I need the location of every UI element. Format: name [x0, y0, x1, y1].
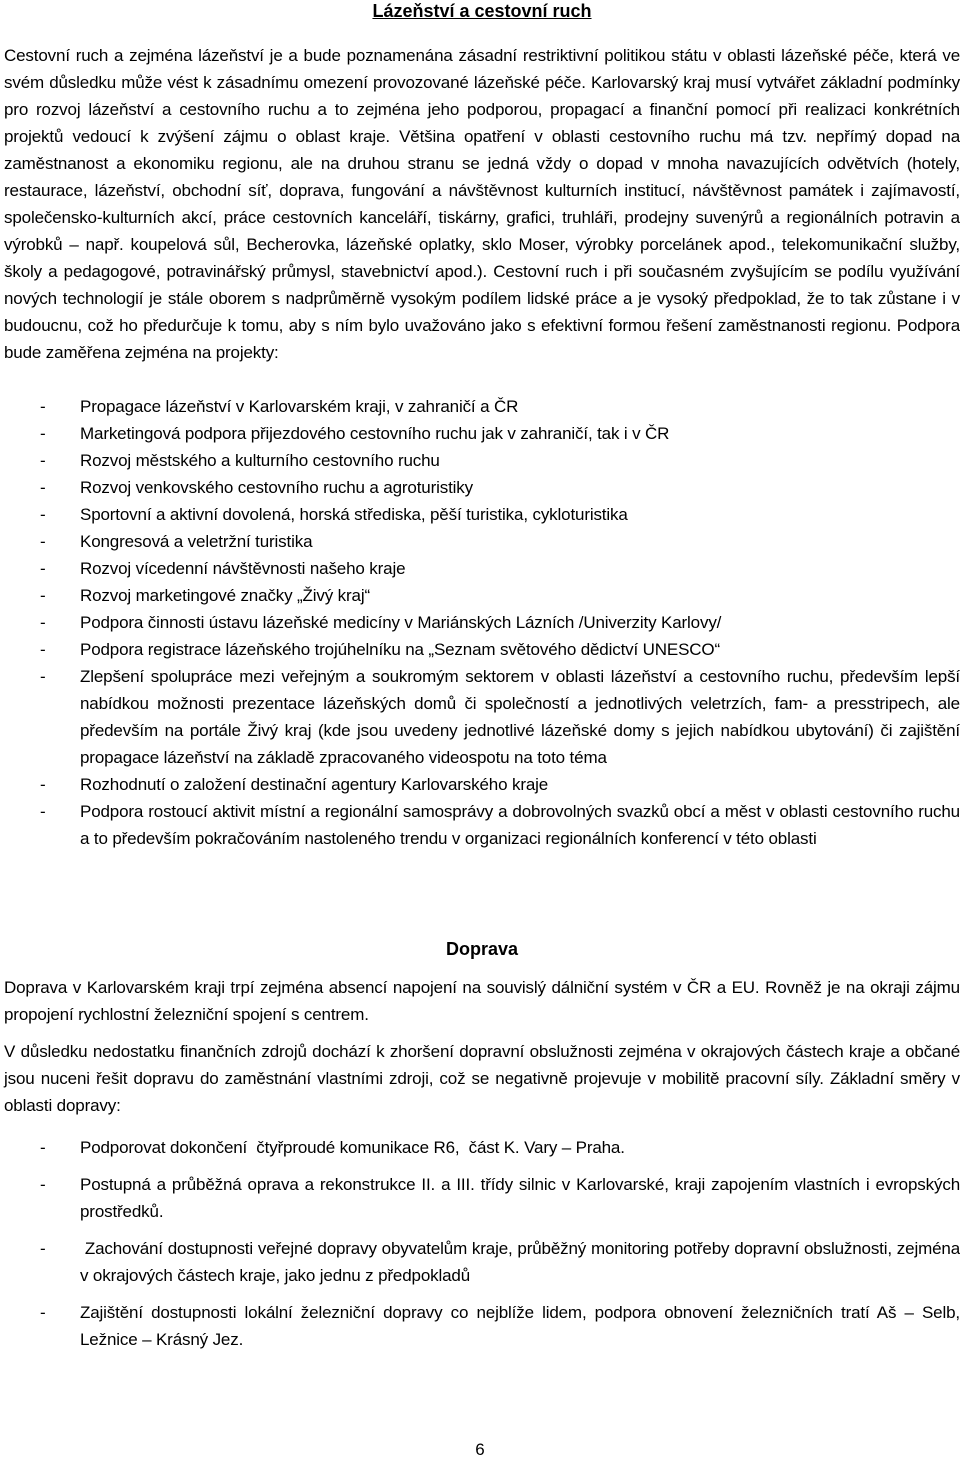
- bullet: -: [40, 640, 46, 659]
- list-item: - Propagace lázeňství v Karlovarském kraji, v zahraničí a ČR: [4, 393, 960, 420]
- list-item: - Rozvoj marketingové značky „Živý kraj“: [4, 582, 960, 609]
- section-title-transport: Doprava: [445, 939, 519, 959]
- bullet: -: [40, 397, 46, 416]
- list-item: - Marketingová podpora přijezdového cestovního ruchu jak v zahraničí, tak i v ČR: [4, 420, 960, 447]
- list-item: - Zajištění dostupnosti lokální železniční dopravy co nejblíže lidem, podpora obnovení železničních tratí Aš – Selb, Ležnice – Krásný Jez.: [4, 1299, 960, 1353]
- transport-directions-list: [4, 1134, 960, 1353]
- list-item: - Zlepšení spolupráce mezi veřejným a soukromým sektorem v oblasti lázeňství a cestovního ruchu, především lepší nabídkou možnosti prezentace lázeňských domů či společností a jednotlivých veletrzích, fam- a presstripech, ale především na portále Živý kraj (kde jsou uvedeny jednotlivé lázeňské domy s jejich nabídkou ubytování) či zajištění propagace lázeňství na základě zpracovaného videospotu na toto téma: [4, 663, 960, 771]
- section-title-spa-tourism: Lázeňství a cestovní ruch: [372, 1, 592, 21]
- list-item: - Rozvoj vícedenní návštěvnosti našeho kraje: [4, 555, 960, 582]
- bullet: -: [40, 559, 46, 578]
- list-item: - Rozhodnutí o založení destinační agentury Karlovarského kraje: [4, 771, 960, 798]
- bullet: -: [40, 532, 46, 551]
- bullet: -: [40, 1175, 46, 1194]
- list-item: - Podpora registrace lázeňského trojúhelníku na „Seznam světového dědictví UNESCO“: [4, 636, 960, 663]
- spa-tourism-project-list: [4, 393, 960, 852]
- list-item: - Rozvoj městského a kulturního cestovního ruchu: [4, 447, 960, 474]
- bullet: -: [40, 505, 46, 524]
- document-page: [4, 0, 960, 1353]
- bullet: -: [40, 613, 46, 632]
- bullet: -: [40, 586, 46, 605]
- transport-paragraph-1: Doprava v Karlovarském kraji trpí zejména absencí napojení na souvislý dálniční systém v ČR a EU. Rovněž je na okraji zájmu propojení rychlostní železniční spojení s centrem.: [4, 978, 960, 1024]
- bullet: -: [40, 424, 46, 443]
- bullet: -: [40, 1303, 46, 1322]
- page-number: 6: [475, 1440, 485, 1459]
- bullet: -: [40, 1239, 46, 1258]
- list-item: - Postupná a průběžná oprava a rekonstrukce II. a III. třídy silnic v Karlovarské, kraji zapojením vlastních i evropských prostředků.: [4, 1171, 960, 1225]
- bullet: -: [40, 775, 46, 794]
- list-item: - Sportovní a aktivní dovolená, horská střediska, pěší turistika, cykloturistika: [4, 501, 960, 528]
- bullet: -: [40, 667, 46, 686]
- list-item: - Zachování dostupnosti veřejné dopravy obyvatelům kraje, průběžný monitoring potřeby dopravní obslužnosti, zejména v okrajových částech kraje, jako jednu z předpokladů: [4, 1235, 960, 1289]
- list-item: - Podpora rostoucí aktivit místní a regionální samosprávy a dobrovolných svazků obcí a měst v oblasti cestovního ruchu a to především pokračováním nastoleného trendu v organizaci regionálních konferencí v této oblasti: [4, 798, 960, 852]
- list-item: - Podporovat dokončení čtyřproudé komunikace R6, část K. Vary – Praha.: [4, 1134, 960, 1161]
- transport-paragraph-2: V důsledku nedostatku finančních zdrojů dochází k zhoršení dopravní obslužnosti zejména v okrajových částech kraje a občané jsou nuceni řešit dopravu do zaměstnání vlastními zdroji, což se negativně projevuje v mobilitě pracovní síly. Základní směry v oblasti dopravy:: [4, 1042, 960, 1115]
- bullet: -: [40, 1138, 46, 1157]
- bullet: -: [40, 802, 46, 821]
- list-item: - Rozvoj venkovského cestovního ruchu a agroturistiky: [4, 474, 960, 501]
- list-item: - Podpora činnosti ústavu lázeňské medicíny v Mariánských Lázních /Univerzity Karlovy/: [4, 609, 960, 636]
- bullet: -: [40, 478, 46, 497]
- list-item: - Kongresová a veletržní turistika: [4, 528, 960, 555]
- bullet: -: [40, 451, 46, 470]
- spa-tourism-paragraph: Cestovní ruch a zejména lázeňství je a bude poznamenána zásadní restriktivní politikou státu v oblasti lázeňské péče, která ve svém důsledku může vést k zásadnímu omezení provozované lázeňské péče. Karlovarský kraj musí vytvářet základní podmínky pro rozvoj lázeňství a cestovního ruchu a to zejména jeho podporou, propagací a finanční pomocí při realizaci konkrétních projektů vedoucí k zvýšení zájmu o oblast kraje. Většina opatření v oblasti cestovního ruchu má tzv. nepřímý dopad na zaměstnanost a ekonomiku regionu, ale na druhou stranu se jedná vždy o dopad v mnoha navazujících odvětvích (hotely, restaurace, lázeňství, obchodní síť, doprava, fungování a návštěvnost kulturních institucí, návštěvnost památek i zajímavostí, společensko-kulturních akcí, práce cestovních kanceláří, tiskárny, grafici, truhláři, prodejny suvenýrů a regionálních potravin a výrobků – např. koupelová sůl, Becherovka, lázeňské oplatky, sklo Moser, výrobky porcelánek apod., telekomunikační služby, školy a pedagogové, potravinářský průmysl, stavebnictví apod.). Cestovní ruch i při současném zvyšujícím se podílu využívání nových technologií je stále oborem s nadprůměrně vysokým podílem lidské práce a je vysoký předpoklad, že to tak zůstane i v budoucnu, což ho předurčuje k tomu, aby s ním bylo uvažováno jako s efektivní formou řešení zaměstnanosti regionu. Podpora bude zaměřena zejména na projekty:: [4, 46, 960, 362]
